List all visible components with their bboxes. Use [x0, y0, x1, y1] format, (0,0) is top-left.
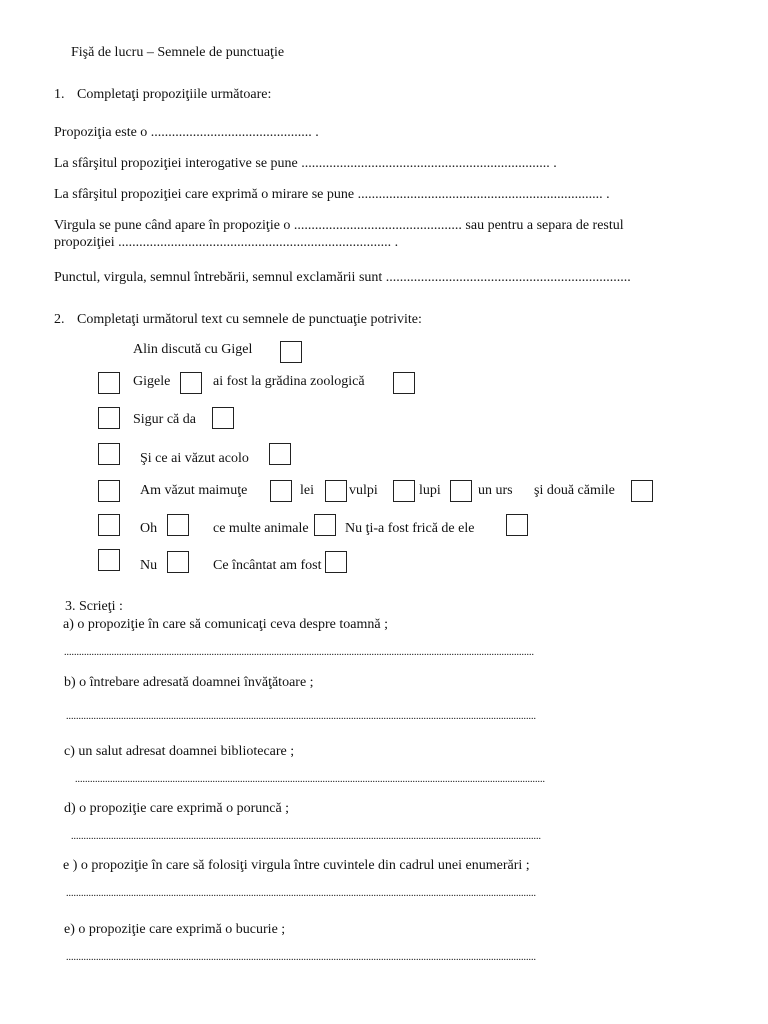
punctuation-box[interactable]	[167, 551, 189, 573]
punctuation-box[interactable]	[269, 443, 291, 465]
punctuation-box[interactable]	[506, 514, 528, 536]
dialog-line-6c: Nu ţi-a fost frică de ele	[345, 521, 475, 536]
punctuation-box[interactable]	[270, 480, 292, 502]
punctuation-box[interactable]	[314, 514, 336, 536]
dialog-line-7b: Ce încântat am fost	[213, 558, 322, 573]
ex1-line-1[interactable]: Propoziţia este o .............................................. .	[54, 125, 319, 140]
answer-line-e2[interactable]: ............................................................................................................................................................................................	[66, 952, 536, 963]
dialog-line-2b: ai fost la grădina zoologică	[213, 374, 365, 389]
punctuation-box[interactable]	[212, 407, 234, 429]
ex2-number: 2.	[54, 312, 65, 327]
dialog-line-5b: lei	[300, 483, 314, 498]
ex3-item-e2: e) o propoziţie care exprimă o bucurie ;	[64, 922, 286, 937]
ex2-heading: Completaţi următorul text cu semnele de punctuaţie potrivite:	[77, 312, 422, 327]
punctuation-box[interactable]	[631, 480, 653, 502]
dash-box[interactable]	[98, 514, 120, 536]
punctuation-box[interactable]	[325, 480, 347, 502]
ex3-item-b: b) o întrebare adresată doamnei învăţătoare ;	[64, 675, 314, 690]
dialog-line-6a: Oh	[140, 521, 158, 536]
answer-line-d[interactable]: ............................................................................................................................................................................................	[71, 831, 541, 842]
ex1-heading: Completaţi propoziţiile următoare:	[77, 87, 272, 102]
answer-line-b[interactable]: ............................................................................................................................................................................................	[66, 711, 536, 722]
punctuation-box[interactable]	[393, 480, 415, 502]
answer-line-e1[interactable]: ............................................................................................................................................................................................	[66, 888, 536, 899]
ex3-item-a: a) o propoziţie în care să comunicaţi ceva despre toamnă ;	[63, 617, 388, 632]
dialog-line-1: Alin discută cu Gigel	[133, 342, 253, 357]
ex1-line-2[interactable]: La sfârşitul propoziţiei interogative se pune ....................................................................... .	[54, 156, 557, 171]
dash-box[interactable]	[98, 407, 120, 429]
dash-box[interactable]	[98, 549, 120, 571]
punctuation-box[interactable]	[167, 514, 189, 536]
dialog-line-5a: Am văzut maimuţe	[140, 483, 248, 498]
dialog-line-7a: Nu	[140, 558, 158, 573]
ex3-item-d: d) o propoziţie care exprimă o poruncă ;	[64, 801, 290, 816]
dialog-line-2a: Gigele	[133, 374, 171, 389]
ex3-heading: 3. Scrieţi :	[65, 599, 123, 614]
punctuation-box[interactable]	[325, 551, 347, 573]
punctuation-box[interactable]	[180, 372, 202, 394]
answer-line-c[interactable]: ............................................................................................................................................................................................	[75, 774, 545, 785]
dash-box[interactable]	[98, 372, 120, 394]
punctuation-box[interactable]	[280, 341, 302, 363]
ex1-line-6[interactable]: Punctul, virgula, semnul întrebării, semnul exclamării sunt ......................................................................	[54, 270, 631, 285]
ex1-line-5[interactable]: propoziţiei .............................................................................. .	[54, 235, 399, 250]
dialog-line-3: Sigur că da	[133, 412, 196, 427]
ex1-line-4[interactable]: Virgula se pune când apare în propoziţie o ................................................ sau pentru a separa de restul	[54, 218, 624, 233]
ex1-line-3[interactable]: La sfârşitul propoziţiei care exprimă o mirare se pune ...................................................................... .	[54, 187, 610, 202]
ex3-item-c: c) un salut adresat doamnei bibliotecare ;	[64, 744, 295, 759]
punctuation-box[interactable]	[393, 372, 415, 394]
dialog-line-4: Şi ce ai văzut acolo	[140, 451, 249, 466]
worksheet-title: Fişă de lucru – Semnele de punctuaţie	[71, 45, 285, 60]
dialog-line-5f: şi două cămile	[534, 483, 615, 498]
ex1-number: 1.	[54, 87, 65, 102]
dialog-line-5d: lupi	[419, 483, 441, 498]
answer-line-a[interactable]: ............................................................................................................................................................................................	[64, 647, 534, 658]
dialog-line-6b: ce multe animale	[213, 521, 309, 536]
dialog-line-5c: vulpi	[349, 483, 378, 498]
dash-box[interactable]	[98, 443, 120, 465]
dash-box[interactable]	[98, 480, 120, 502]
dialog-line-5e: un urs	[478, 483, 513, 498]
ex3-item-e1: e ) o propoziţie în care să folosiţi virgula între cuvintele din cadrul unei enumerări ;	[63, 858, 530, 873]
punctuation-box[interactable]	[450, 480, 472, 502]
